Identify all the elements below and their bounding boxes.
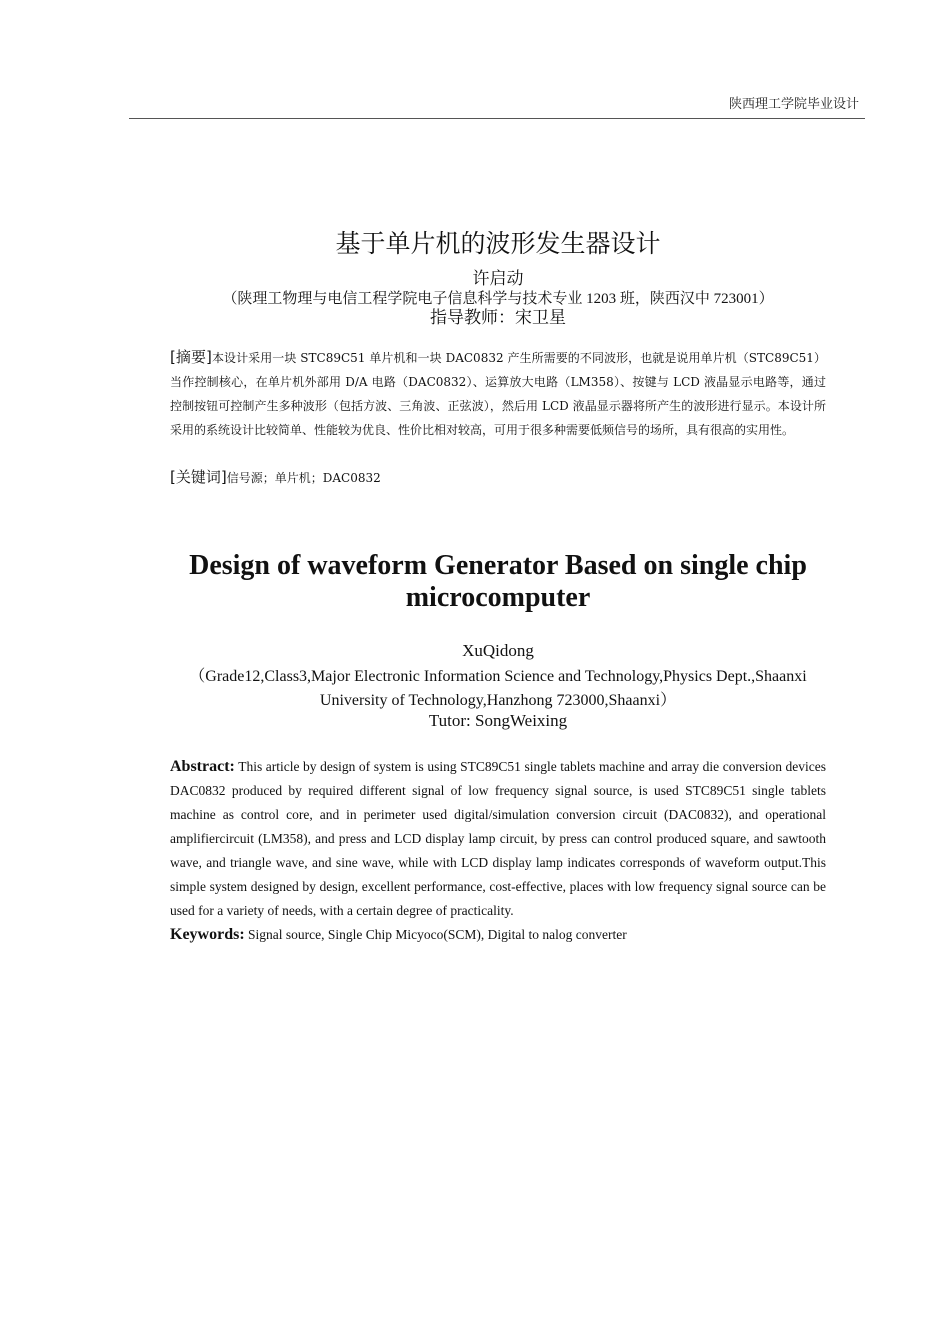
- chinese-author: 许启动: [472, 269, 524, 289]
- english-tutor: Tutor: SongWeixing: [428, 711, 568, 730]
- english-title: Design of waveform Generator Based on single chip microcomputer: [189, 550, 807, 613]
- chinese-abstract-text: 本设计采用一块 STC89C51 单片机和一块 DAC0832 产生所需要的不同波形，也就是说用单片机（STC89C51）当作控制核心，在单片机外部用 D/A 电路（DAC0832）、运算放大电路（LM358）、按键与 LCD 液晶显示电路等，通过控制按钮可控制产生多种波形（包括方波、三角波、正弦波），然后用 LCD 液晶显示器将所产生的波形进行显示。本设计所采用的系统设计比较简单、性能较为优良、性价比相对较高，可用于很多种需要低频信号的场所，具有很高的实用性。: [170, 351, 826, 437]
- english-abstract-label: Abstract:: [170, 758, 235, 775]
- chinese-keywords-text: 信号源；单片机；DAC0832: [226, 471, 381, 485]
- english-keywords-text: Signal source, Single Chip Micyoco(SCM), Digital to nalog converter: [248, 927, 627, 942]
- chinese-affiliation: （陕理工物理与电信工程学院电子信息科学与技术专业 1203 班，陕西汉中 723001）: [222, 291, 774, 307]
- page-header: [129, 96, 865, 119]
- english-affiliation: （Grade12,Class3,Major Electronic Information Science and Technology,Physics Dept.,Shaanxi University of Technology,Hanzhong 723000,Shaanxi）: [189, 668, 807, 709]
- chinese-keywords-label: [关键词]: [170, 468, 227, 486]
- chinese-tutor: 指导教师：宋卫星: [430, 308, 566, 328]
- english-abstract: [170, 755, 826, 923]
- english-abstract-text: This article by design of system is using STC89C51 single tablets machine and array die conversion devices DAC0832 produced by required different signal of low frequency signal source, is used STC89C51 single tablets machine as control core, and in perimeter used digital/simulation conversion circuit (DAC0832), and operational amplifiercircuit (LM358), and press and LCD display lamp circuit, by press can control produced square, and sawtooth wave, and triangle wave, and sine wave, while with LCD display lamp indicates corresponds of waveform output.This simple system designed by design, excellent performance, cost-effective, places with low frequency signal source can be used for a variety of needs, with a certain degree of practicality.: [170, 759, 826, 918]
- chinese-title: 基于单片机的波形发生器设计: [335, 229, 661, 258]
- english-keywords-label: Keywords:: [170, 926, 245, 943]
- english-keywords: [170, 923, 826, 947]
- chinese-abstract: [170, 345, 826, 442]
- chinese-keywords: [170, 465, 826, 490]
- english-author: XuQidong: [462, 641, 534, 660]
- chinese-abstract-label: [摘要]: [170, 348, 212, 366]
- header-institution: 陕西理工学院毕业设计: [728, 97, 859, 112]
